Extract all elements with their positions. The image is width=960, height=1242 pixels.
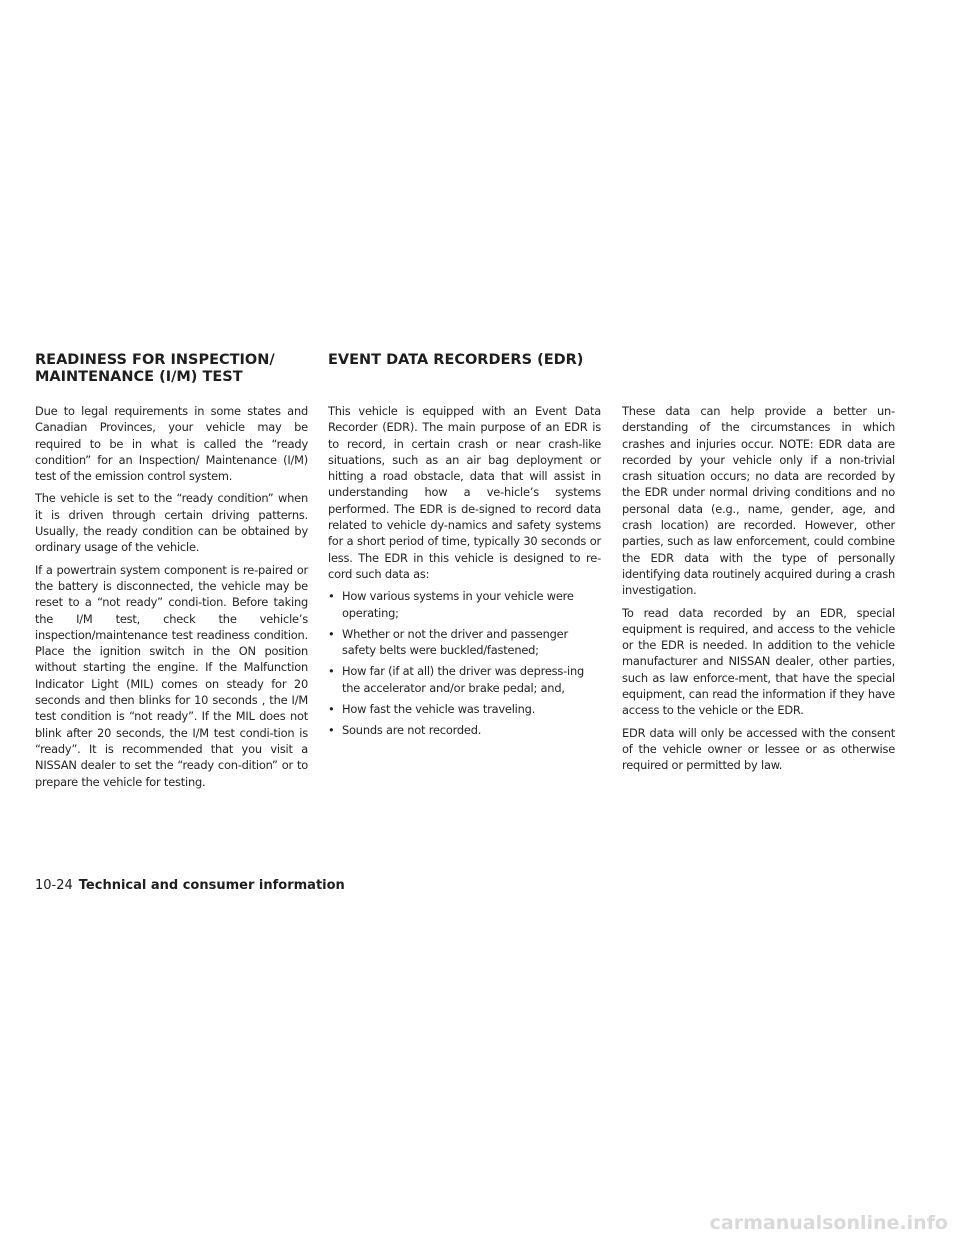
paragraph: If a powertrain system component is re-paired or the battery is disconnected, the vehicle may be reset to a “not ready” condi-tion. Before taking the I/M test, check the vehicle’s inspection/maintenance test readiness condition. Place the ignition switch in the ON position without starting the engine. If the Malfunction Indicator Light (MIL) comes on steady for 20 seconds and then blinks for 10 seconds , the I/M test condition is “not ready”. If the MIL does not blink after 20 seconds, the I/M test condi-tion is “ready”. It is recommended that you visit a NISSAN dealer to set the “ready con-dition” or to prepare the vehicle for testing. — [35, 562, 308, 789]
paragraph: Due to legal requirements in some states and Canadian Provinces, your vehicle may be required to be in what is called the “ready condition” for an Inspection/ Maintenance (I/M) test of the emission control system. — [35, 404, 308, 484]
bullet-icon: • — [328, 626, 335, 641]
middle-column — [328, 403, 601, 744]
edr-data-list — [328, 588, 601, 738]
list-item — [328, 722, 601, 738]
bullet-icon: • — [328, 589, 335, 604]
bullet-icon: • — [328, 723, 335, 738]
right-column — [622, 403, 895, 780]
bullet-icon: • — [328, 664, 335, 679]
paragraph: The vehicle is set to the “ready condition” when it is driven through certain driving patterns. Usually, the ready condition can be obtained by ordinary usage of the vehicle. — [35, 491, 308, 555]
footer-section-title: Technical and consumer information — [78, 878, 345, 893]
list-item — [328, 626, 601, 659]
left-column — [35, 403, 308, 796]
list-item — [328, 588, 601, 621]
list-item — [328, 701, 601, 717]
list-item — [328, 663, 601, 696]
section-heading-event-data-recorders: EVENT DATA RECORDERS (EDR) — [328, 352, 584, 368]
list-item-text: How various systems in your vehicle were operating; — [342, 589, 574, 620]
bullet-icon: • — [328, 702, 335, 717]
watermark: carmanualsonline.info — [709, 1212, 948, 1234]
paragraph: EDR data will only be accessed with the consent of the vehicle owner or lessee or as otherwise required or permitted by law. — [622, 725, 895, 773]
page-footer — [35, 878, 345, 894]
list-item-text: Whether or not the driver and passenger safety belts were buckled/fastened; — [342, 626, 568, 658]
list-item-text: How far (if at all) the driver was depress-ing the accelerator and/or brake pedal; and, — [342, 664, 585, 695]
page-number: 10-24 — [35, 878, 73, 893]
list-item-text: Sounds are not recorded. — [342, 723, 482, 738]
paragraph: This vehicle is equipped with an Event Data Recorder (EDR). The main purpose of an EDR is to record, in certain crash or near crash-like situations, such as an air bag deployment or hitting a road obstacle, data that will assist in understanding how a ve-hicle’s systems performed. The EDR is de-signed to record data related to vehicle dy-namics and safety systems for a short period of time, typically 30 seconds or less. The EDR in this vehicle is designed to re-cord such data as: — [328, 404, 601, 581]
paragraph: To read data recorded by an EDR, special equipment is required, and access to the vehicle or the EDR is needed. In addition to the vehicle manufacturer and NISSAN dealer, other parties, such as law enforce-ment, that have the special equipment, can read the information if they have access to the vehicle or the EDR. — [622, 605, 895, 718]
list-item-text: How fast the vehicle was traveling. — [342, 702, 536, 717]
section-heading-readiness-im-test: READINESS FOR INSPECTION/ MAINTENANCE (I/M) TEST — [35, 352, 275, 385]
paragraph: These data can help provide a better un-derstanding of the circumstances in which crashes and injuries occur. NOTE: EDR data are recorded by your vehicle only if a non-trivial crash situation occurs; no data are recorded by the EDR under normal driving conditions and no personal data (e.g., name, gender, age, and crash location) are recorded. However, other parties, such as law enforcement, could combine the EDR data with the type of personally identifying data routinely acquired during a crash investigation. — [622, 404, 895, 598]
